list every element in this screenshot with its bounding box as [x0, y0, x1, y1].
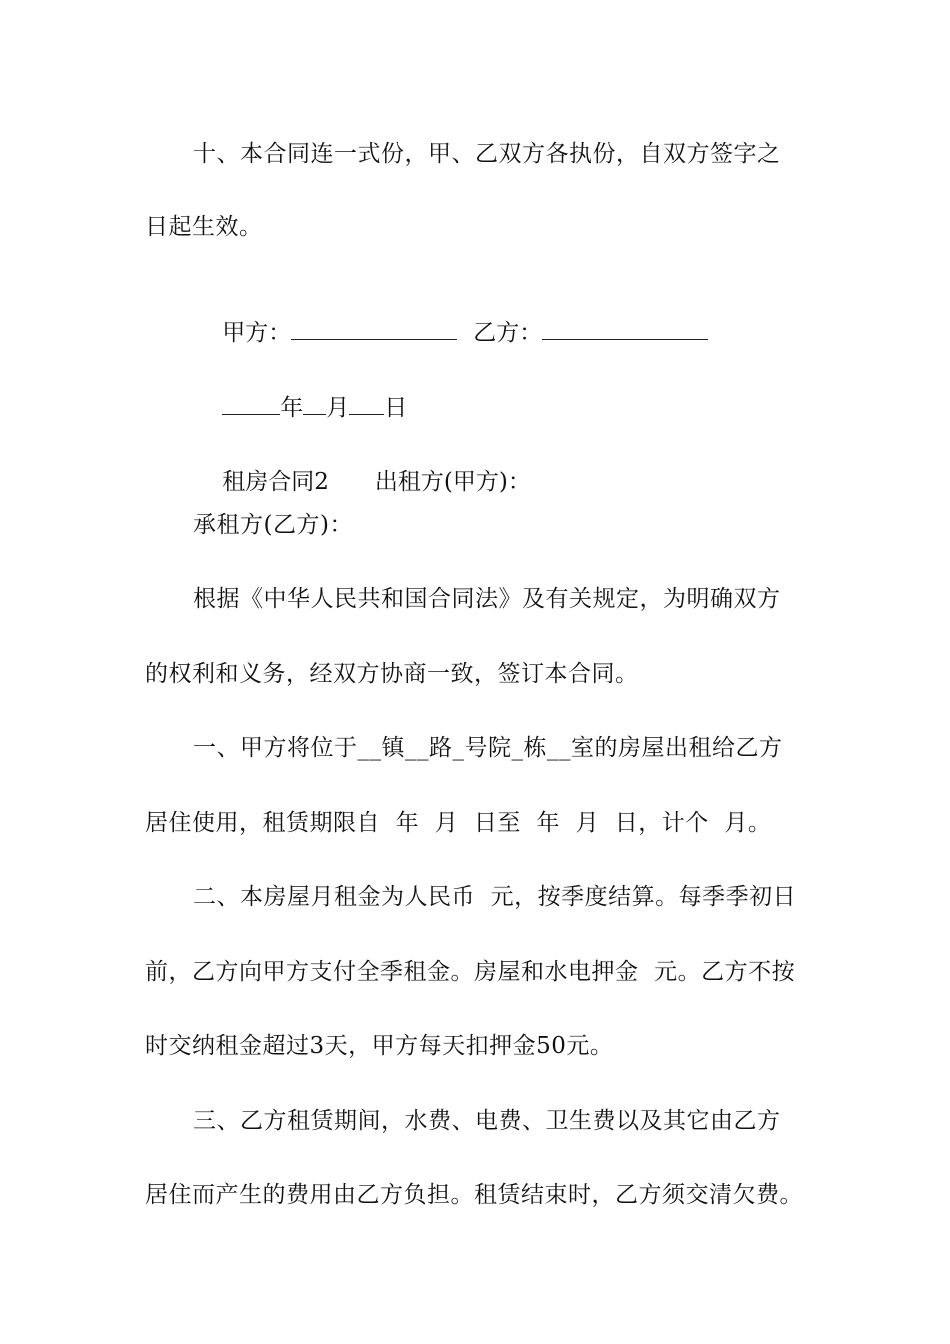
clause-1-line-2: 居住使用，租赁期限自 年 月 日至 年 月 日，计个 月。 — [145, 810, 772, 836]
clause-2-line-1: 二、本房屋月租金为人民币 元，按季度结算。每季季初日 — [193, 884, 797, 910]
clause-10-line-1: 十、本合同连一式份，甲、乙双方各执份，自双方签字之 — [193, 141, 781, 167]
month-blank — [303, 413, 326, 415]
preamble-line-2: 的权利和义务，经双方协商一致，签订本合同。 — [145, 661, 639, 687]
clause-2-line-2: 前，乙方向甲方支付全季租金。房屋和水电押金 元。乙方不按 — [145, 959, 796, 985]
preamble-line-1: 根据《中华人民共和国合同法》及有关规定，为明确双方 — [193, 586, 781, 612]
clause-1-line-1: 一、甲方将位于__镇__路_号院_栋__室的房屋出租给乙方 — [193, 735, 783, 761]
clause-10-line-2: 日起生效。 — [145, 214, 263, 240]
date-year-label: 年 — [280, 395, 304, 421]
party-a-signature-line — [291, 338, 457, 340]
contract-2-title: 租房合同2 — [222, 469, 329, 495]
date-month-label: 月 — [326, 395, 350, 421]
clause-3-line-2: 居住而产生的费用由乙方负担。租赁结束时，乙方须交清欠费。 — [145, 1182, 803, 1208]
date-day-label: 日 — [384, 395, 408, 421]
clause-2-line-3: 时交纳租金超过3天，甲方每天扣押金50元。 — [145, 1033, 614, 1059]
party-b-label: 乙方： — [473, 320, 543, 346]
party-b-signature-line — [542, 338, 708, 340]
year-blank — [222, 413, 280, 415]
day-blank — [349, 413, 384, 415]
lessee-label: 承租方(乙方)： — [193, 512, 353, 538]
clause-3-line-1: 三、乙方租赁期间，水费、电费、卫生费以及其它由乙方 — [193, 1108, 781, 1134]
lessor-label: 出租方(甲方)： — [374, 469, 531, 495]
party-a-label: 甲方： — [222, 320, 292, 346]
